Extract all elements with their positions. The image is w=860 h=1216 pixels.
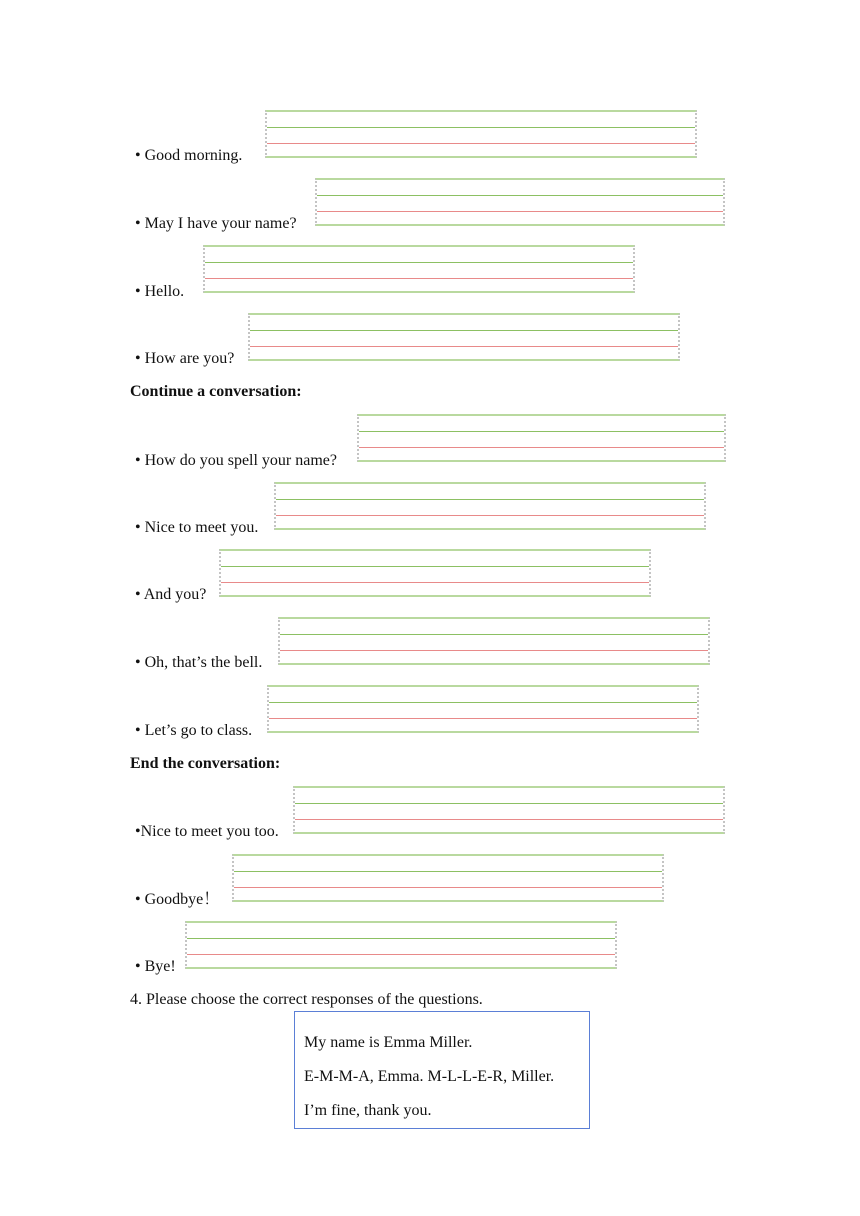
writing-lines-nice-to-meet-you[interactable] — [274, 482, 706, 530]
prompt-hello: • Hello. — [135, 283, 185, 300]
writing-lines-nice-to-meet-you-too[interactable] — [293, 786, 725, 834]
writing-lines-oh-thats-the-bell[interactable] — [278, 617, 710, 665]
answer-option[interactable]: I’m fine, thank you. — [304, 1102, 432, 1119]
prompt-may-i-have-your-name: • May I have your name? — [135, 215, 297, 232]
answer-options-box — [294, 1011, 590, 1129]
answer-option[interactable]: My name is Emma Miller. — [304, 1034, 473, 1051]
writing-lines-goodbye[interactable] — [232, 854, 664, 902]
prompt-how-are-you: • How are you? — [135, 350, 235, 367]
heading-end-conversation: End the conversation: — [130, 755, 281, 772]
writing-lines-lets-go-to-class[interactable] — [267, 685, 699, 733]
answer-option[interactable]: E-M-M-A, Emma. M-L-L-E-R, Miller. — [304, 1068, 555, 1085]
prompt-oh-thats-the-bell: • Oh, that’s the bell. — [135, 654, 263, 671]
prompt-lets-go-to-class: • Let’s go to class. — [135, 722, 253, 739]
writing-lines-may-i-have-your-name[interactable] — [315, 178, 725, 226]
prompt-bye: • Bye! — [135, 958, 176, 975]
writing-lines-hello[interactable] — [203, 245, 635, 293]
prompt-goodbye: • Goodbye！ — [135, 891, 220, 908]
writing-lines-how-do-you-spell[interactable] — [357, 414, 726, 462]
writing-lines-good-morning[interactable] — [265, 110, 697, 158]
writing-lines-bye[interactable] — [185, 921, 617, 969]
writing-lines-and-you[interactable] — [219, 549, 651, 597]
writing-lines-how-are-you[interactable] — [248, 313, 680, 361]
prompt-and-you: • And you? — [135, 586, 207, 603]
heading-continue-conversation: Continue a conversation: — [130, 383, 302, 400]
prompt-nice-to-meet-you: • Nice to meet you. — [135, 519, 259, 536]
prompt-good-morning: • Good morning. — [135, 147, 243, 164]
prompt-nice-to-meet-you-too: •Nice to meet you too. — [135, 823, 279, 840]
question-4-instruction: 4. Please choose the correct responses of the questions. — [130, 991, 483, 1008]
prompt-how-do-you-spell: • How do you spell your name? — [135, 452, 338, 469]
